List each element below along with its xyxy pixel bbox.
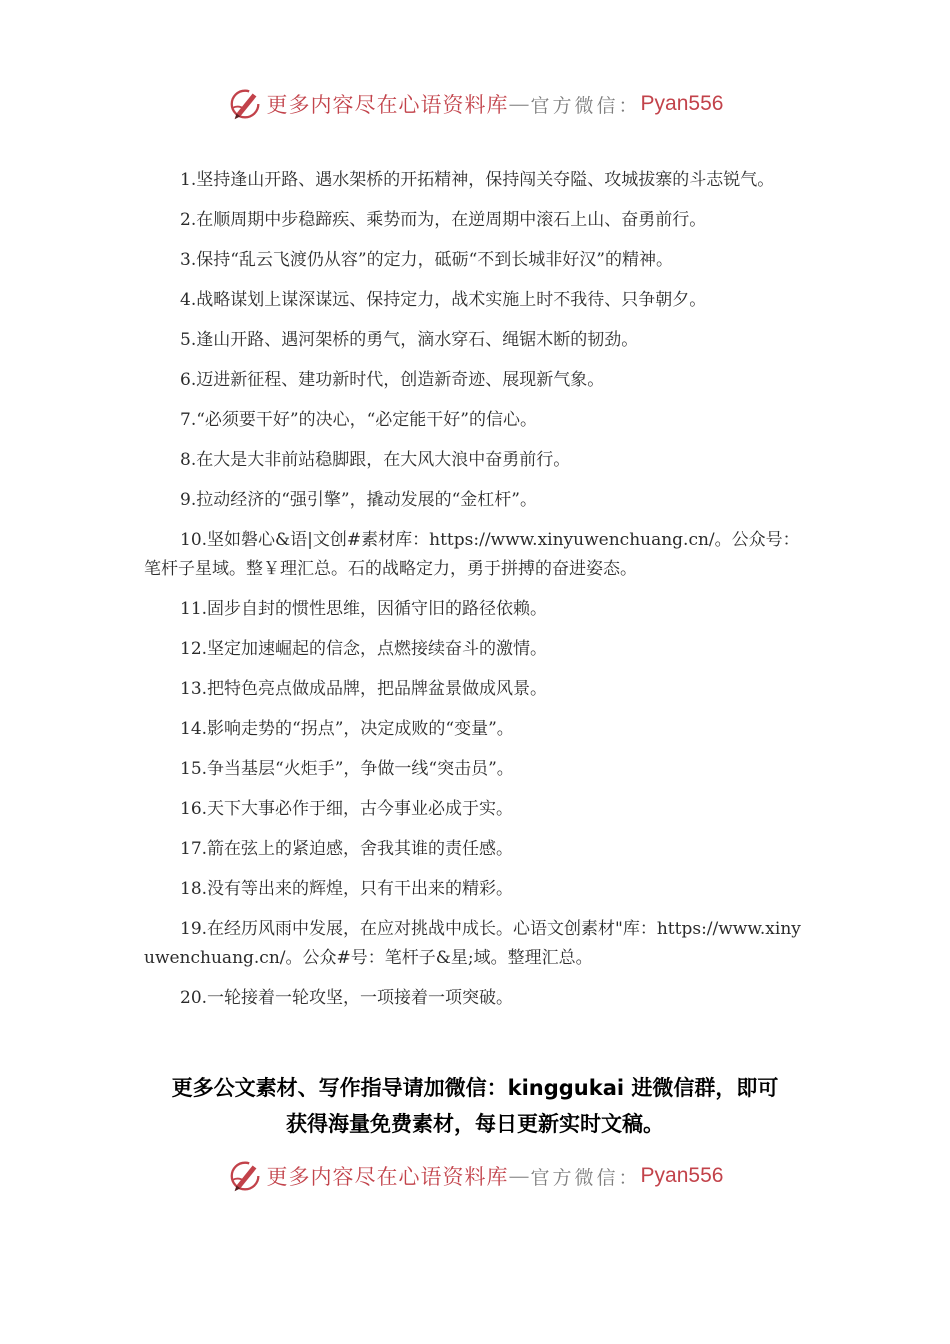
list-item: 5.逢山开路、遇河架桥的勇气，滴水穿石、绳锯木断的韧劲。 [180,330,639,350]
list-item: 18.没有等出来的辉煌，只有干出来的精彩。 [180,879,514,899]
list-item: 15.争当基层“火炬手”，争做一线“突击员”。 [180,759,514,779]
list-item: 8.在大是大非前站稳脚跟，在大风大浪中奋勇前行。 [180,450,571,470]
list-item: 14.影响走势的“拐点”，决定成败的“变量”。 [180,719,514,739]
list-item: 20.一轮接着一轮攻坚，一项接着一项突破。 [180,988,514,1008]
banner-wechat-id: Pyan556 [640,1164,724,1187]
list-item: 6.迈进新征程、建功新时代，创造新奇迹、展现新气象。 [180,370,605,390]
document-body [144,166,808,1024]
promo-line-1: 更多公文素材、写作指导请加微信：kinggukai 进微信群，即可 [171,1076,779,1100]
list-item: 12.坚定加速崛起的信念，点燃接续奋斗的激情。 [180,639,548,659]
banner-wechat-label: 官方微信： [530,1166,641,1189]
banner-wechat-id: Pyan556 [640,92,724,115]
header-banner [0,82,950,126]
pen-circle-logo-icon [227,85,265,123]
promo-text [120,1070,830,1142]
banner-main-text: 更多内容尽在心语资料库 [266,93,509,117]
list-item: 9.拉动经济的“强引擎”，撬动发展的“金杠杆”。 [180,490,537,510]
list-item: 3.保持“乱云飞渡仍从容”的定力，砥砺“不到长城非好汉”的精神。 [180,250,673,270]
promo-line-2: 获得海量免费素材，每日更新实时文稿。 [286,1112,664,1136]
footer-banner [0,1154,950,1198]
list-item: 13.把特色亮点做成品牌，把品牌盆景做成风景。 [180,679,548,699]
list-item: 1.坚持逢山开路、遇水架桥的开拓精神，保持闯关夺隘、攻城拔寨的斗志锐气。 [180,170,775,190]
list-item: 7.“必须要干好”的决心，“必定能干好”的信心。 [180,410,537,430]
list-item: 2.在顺周期中步稳蹄疾、乘势而为，在逆周期中滚石上山、奋勇前行。 [180,210,707,230]
list-item: 4.战略谋划上谋深谋远、保持定力，战术实施上时不我待、只争朝夕。 [180,290,707,310]
list-item: 17.箭在弦上的紧迫感，舍我其谁的责任感。 [180,839,514,859]
banner-dash: — [508,1164,531,1188]
list-item: 16.天下大事必作于细，古今事业必成于实。 [180,799,514,819]
banner-wechat-label: 官方微信： [530,94,641,117]
banner-dash: — [508,92,531,116]
pen-circle-logo-icon [227,1157,265,1195]
banner-main-text: 更多内容尽在心语资料库 [266,1165,509,1189]
list-item: 11.固步自封的惯性思维，因循守旧的路径依赖。 [180,599,548,619]
list-item: 19.在经历风雨中发展，在应对挑战中成长。心语文创素材"库：https://www.xinyuwenchuang.cn/。公众#号：笔杆子&星;域。整理汇总。 [144,919,801,968]
list-item: 10.坚如磐心&语|文创#素材库：https://www.xinyuwenchuang.cn/。公众号：笔杆子星域。整￥理汇总。石的战略定力，勇于拼搏的奋进姿态。 [144,530,800,579]
